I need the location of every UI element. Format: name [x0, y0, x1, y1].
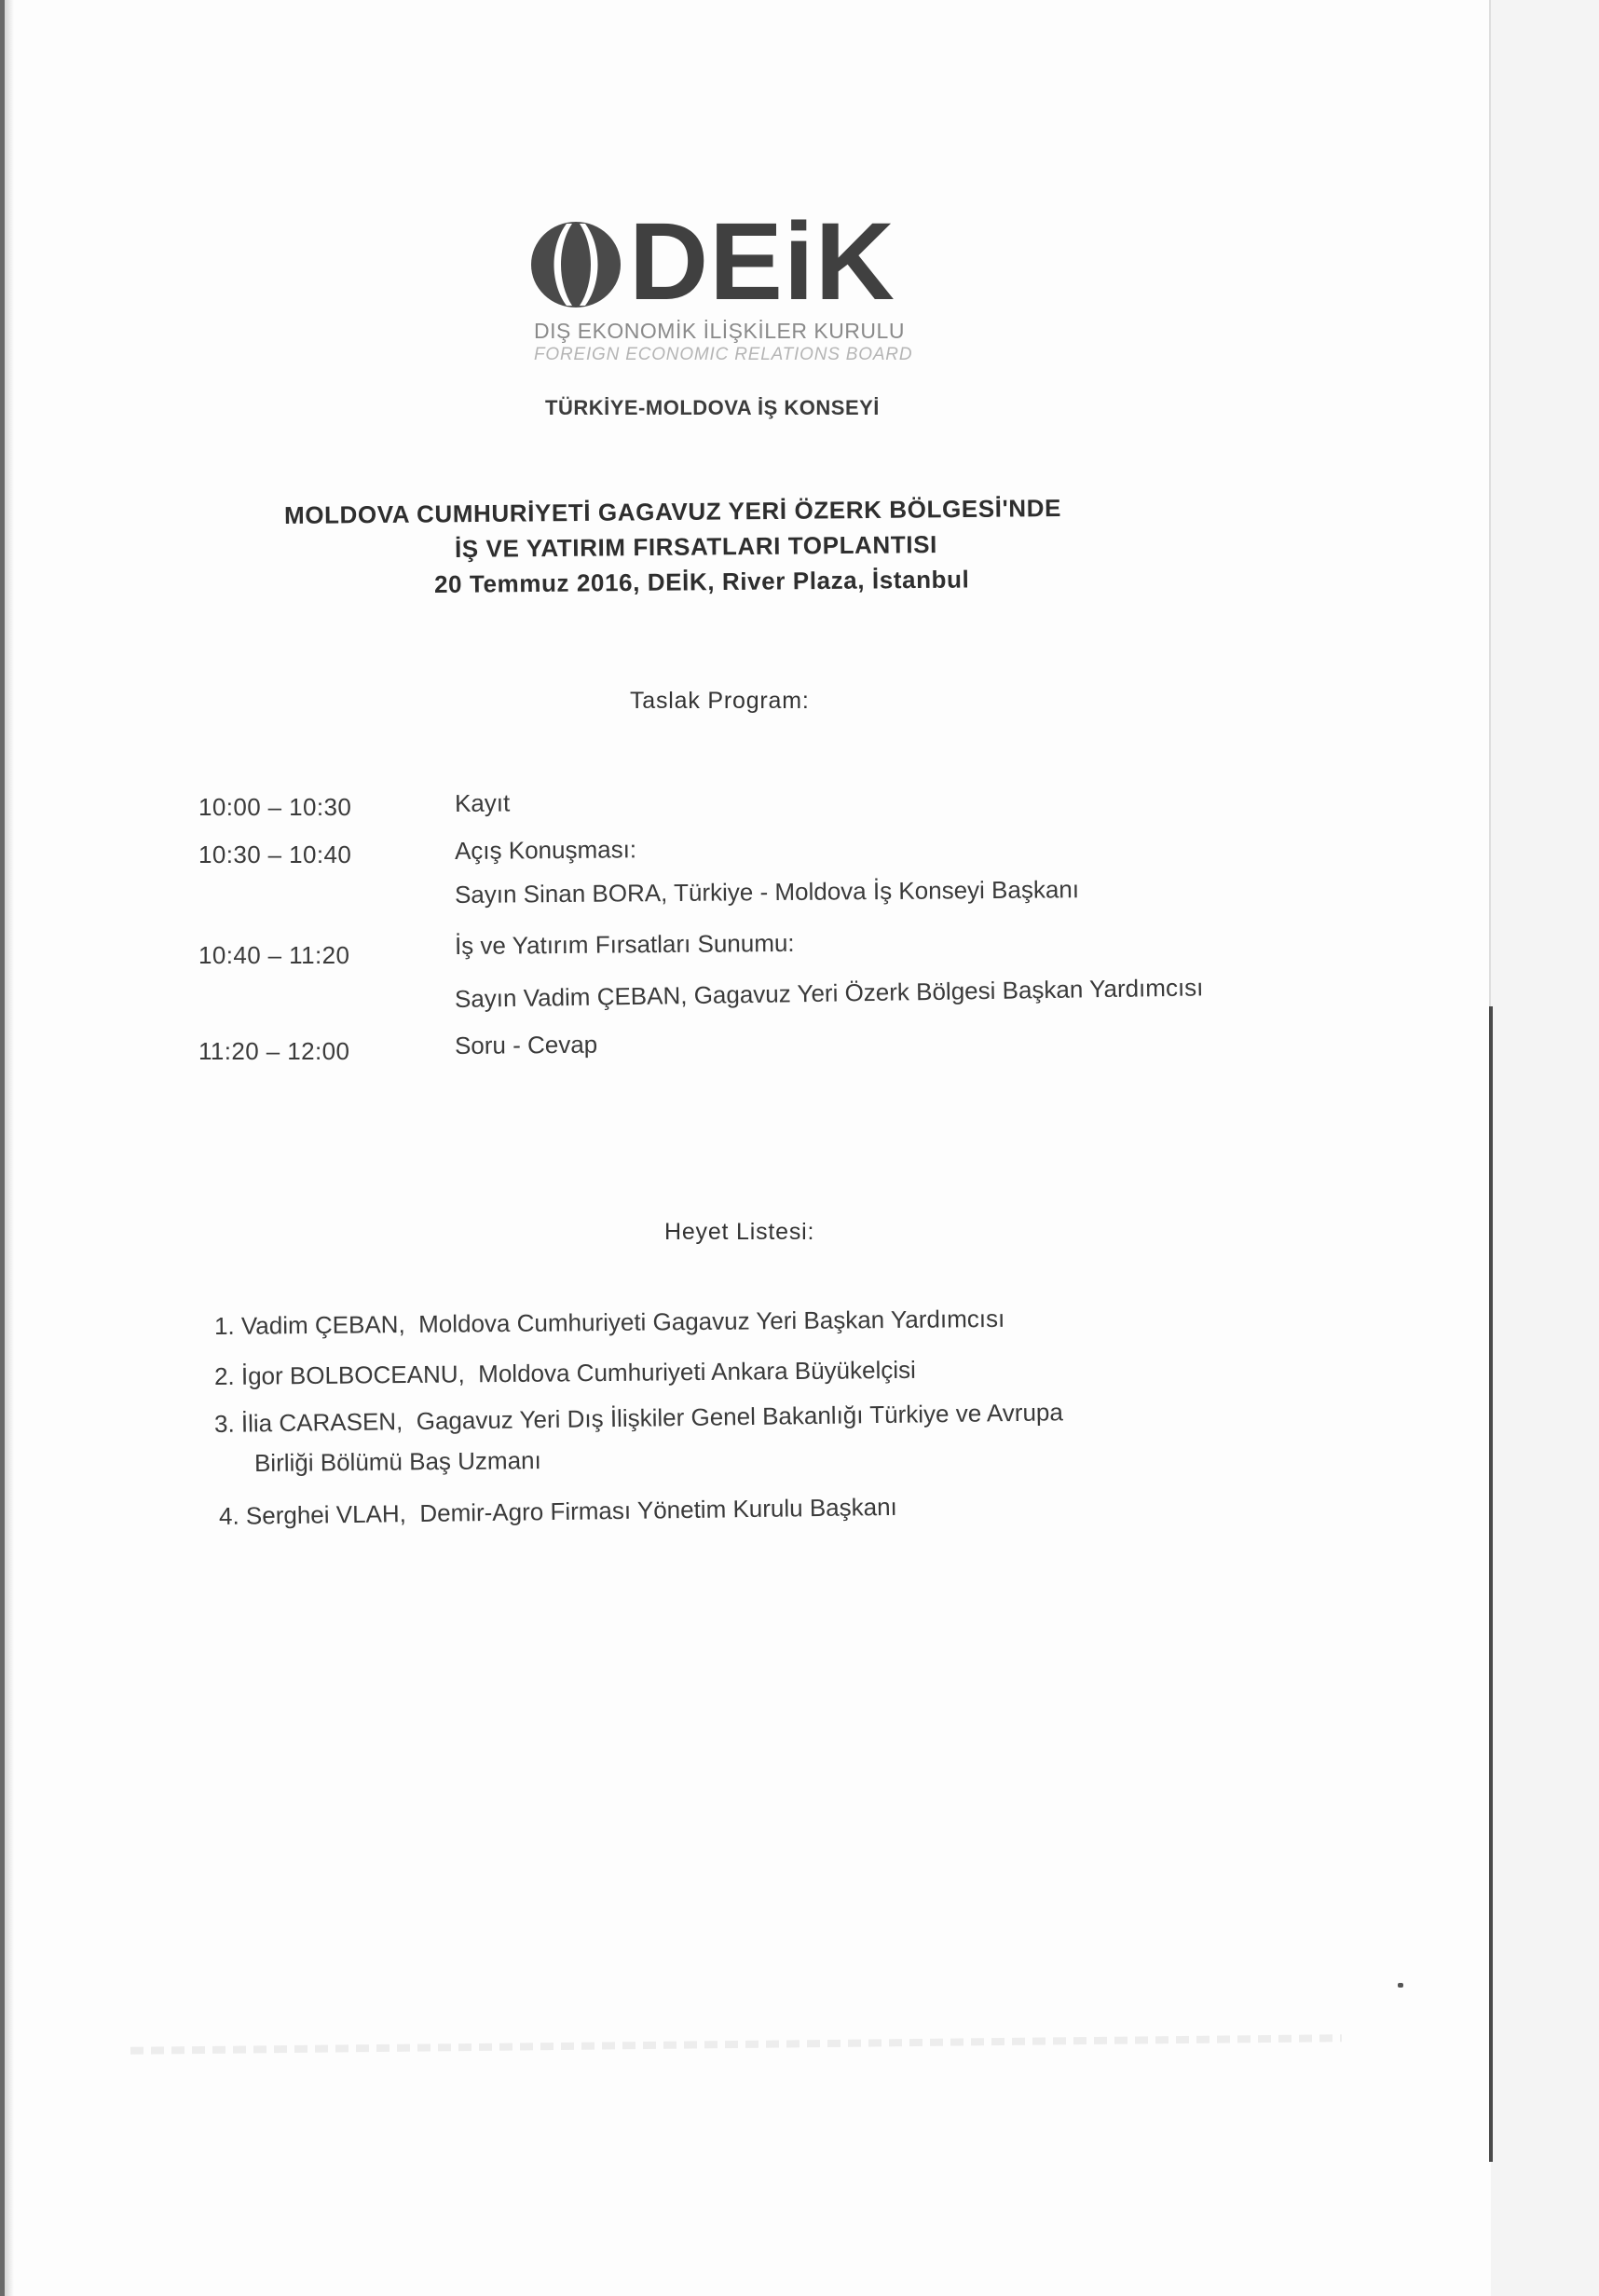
program-time: 10:40 – 11:20	[198, 941, 350, 969]
program-heading: Taslak Program:	[630, 688, 810, 714]
delegation-name: Vadim ÇEBAN,	[240, 1310, 405, 1340]
delegation-item-continued: Birliği Bölümü Baş Uzmanı	[253, 1446, 541, 1477]
program-desc: Kayıt	[454, 788, 511, 817]
program-desc: İş ve Yatırım Fırsatları Sunumu:	[454, 928, 795, 960]
delegation-role: Moldova Cumhuriyeti Ankara Büyükelçisi	[478, 1355, 916, 1388]
scan-left-shadow	[5, 0, 14, 2296]
delegation-name: İlia CARASEN,	[240, 1407, 403, 1438]
delegation-item	[214, 1305, 1005, 1341]
council-name: TÜRKİYE-MOLDOVA İŞ KONSEYİ	[545, 396, 880, 419]
delegation-number: 1.	[213, 1311, 235, 1340]
logo-wordmark: DEiK	[629, 200, 895, 323]
program-time: 10:00 – 10:30	[198, 793, 352, 821]
title-line-1: MOLDOVA CUMHURİYETİ GAGAVUZ YERİ ÖZERK BÖLGESİ'NDE	[283, 493, 1062, 529]
delegation-heading: Heyet Listesi:	[664, 1219, 815, 1245]
title-line-2: İŞ VE YATIRIM FIRSATLARI TOPLANTISI	[454, 530, 938, 563]
delegation-number: 2.	[213, 1361, 235, 1390]
program-desc: Soru - Cevap	[454, 1030, 598, 1059]
program-desc-speaker: Sayın Vadim ÇEBAN, Gagavuz Yeri Özerk Bölgesi Başkan Yardımcısı	[454, 973, 1204, 1013]
delegation-number: 4.	[218, 1501, 239, 1530]
title-line-3: 20 Temmuz 2016, DEİK, River Plaza, İstanbul	[433, 565, 970, 598]
scan-right-edge-upper	[1489, 0, 1491, 1006]
delegation-item	[214, 1398, 1063, 1439]
faint-footer-text	[130, 2034, 1342, 2055]
delegation-name: İgor BOLBOCEANU,	[240, 1360, 465, 1390]
delegation-number: 3.	[213, 1409, 235, 1438]
logo-subtitle-en: FOREIGN ECONOMIC RELATIONS BOARD	[534, 345, 913, 364]
scan-shade	[1491, 0, 1599, 2296]
delegation-item	[214, 1356, 916, 1391]
program-time: 10:30 – 10:40	[198, 840, 352, 868]
delegation-item	[219, 1493, 897, 1531]
delegation-role: Demir-Agro Firması Yönetim Kurulu Başkanı	[419, 1492, 897, 1527]
scan-speck	[1398, 1983, 1403, 1988]
program-desc-speaker: Sayın Sinan BORA, Türkiye - Moldova İş Konseyi Başkanı	[454, 875, 1080, 909]
delegation-role: Gagavuz Yeri Dış İlişkiler Genel Bakanlığı Türkiye ve Avrupa	[416, 1398, 1064, 1435]
program-time: 11:20 – 12:00	[198, 1037, 350, 1065]
program-desc: Açış Konuşması:	[454, 835, 637, 865]
delegation-name: Serghei VLAH,	[245, 1499, 407, 1530]
globe-logo-icon	[529, 218, 622, 311]
scan-right-edge	[1489, 1006, 1493, 2162]
delegation-role: Moldova Cumhuriyeti Gagavuz Yeri Başkan Yardımcısı	[418, 1304, 1005, 1338]
logo-subtitle-tr: DIŞ EKONOMİK İLİŞKİLER KURULU	[534, 319, 905, 343]
